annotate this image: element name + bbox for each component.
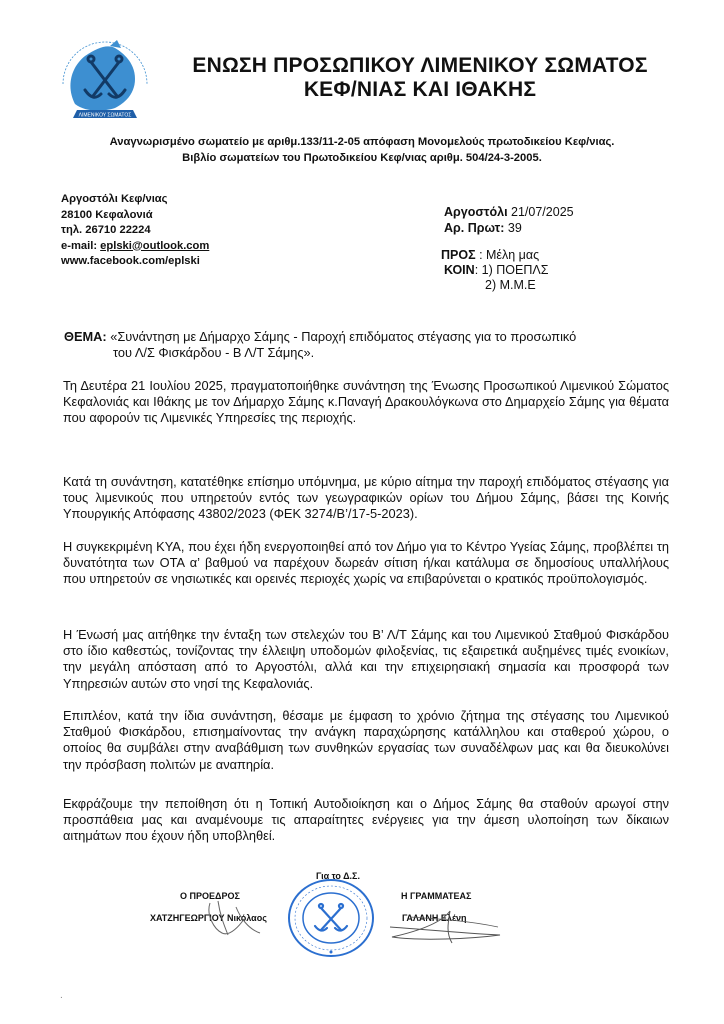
date-row bbox=[444, 204, 574, 220]
registration-line-2: Βιβλίο σωματείων του Πρωτοδικείου Κεφ/νιας αριθμ. 504/24-3-2005. bbox=[182, 152, 542, 164]
contact-phone: τηλ. 26710 22224 bbox=[61, 224, 151, 236]
subject-block bbox=[64, 329, 674, 361]
paragraph-text: Εκφράζουμε την πεποίθηση ότι η Τοπική Αυτοδιοίκηση και ο Δήμος Σάμης θα σταθούν αρωγοί στην προσπάθεια μας και αναμένουμε τις απαραίτητες ενέργειες για την άμεση υλοποίηση των δίκαιων αιτημάτων που έχουν ήδη υποβληθεί. bbox=[63, 796, 669, 844]
to-value: Μέλη μας bbox=[486, 248, 540, 262]
cc-separator: : bbox=[474, 263, 482, 277]
protocol-row bbox=[444, 220, 574, 236]
cc-item: 2) Μ.Μ.Ε bbox=[485, 278, 536, 292]
president-name: ΧΑΤΖΗΓΕΩΡΓΙΟΥ Νικόλαος bbox=[150, 913, 267, 923]
title-line-2: ΚΕΦ/ΝΙΑΣ ΚΑΙ ΙΘΑΚΗΣ bbox=[303, 78, 537, 101]
document-date: 21/07/2025 bbox=[511, 205, 574, 219]
svg-text:ΛΙΜΕΝΙΚΟΥ ΣΩΜΑΤΟΣ: ΛΙΜΕΝΙΚΟΥ ΣΩΜΑΤΟΣ bbox=[78, 112, 132, 119]
protocol-number: 39 bbox=[507, 221, 522, 235]
contact-email-row bbox=[61, 239, 209, 255]
secretary-title: Η ΓΡΑΜΜΑΤΕΑΣ bbox=[401, 891, 472, 901]
organization-title bbox=[160, 54, 680, 102]
to-label: ΠΡΟΣ bbox=[441, 248, 476, 262]
to-separator: : bbox=[475, 248, 487, 262]
official-stamp-icon bbox=[287, 878, 375, 958]
secretary-signature-icon bbox=[380, 905, 520, 945]
anchor-emblem-icon bbox=[55, 34, 155, 126]
union-logo bbox=[55, 34, 155, 126]
paragraph-text: Τη Δευτέρα 21 Ιουλίου 2025, πραγματοποιήθηκε συνάντηση της Ένωσης Προσωπικού Λιμενικού Σώματος Κεφαλονιάς και Ιθάκης με τον Δήμαρχο Σάμης κ.Παναγή Δρακουλόγκωνα στο Δημαρχείο Σάμης για θέματα που αφορούν τις Λιμενικές Υπηρεσίες της περιοχής. bbox=[63, 378, 669, 426]
paragraph-text: Κατά τη συνάντηση, κατατέθηκε επίσημο υπόμνημα, με κύριο αίτημα την παροχή επιδόματος στέγασης για τους λιμενικούς που υπηρετούν εντός των γεωγραφικών ορίων του Δήμου Σάμης, βάσει της Κοινής Υπουργικής Απόφασης 43802/2023 (ΦΕΚ 3274/Β’/17-5-2023). bbox=[63, 474, 669, 522]
cc-row-2 bbox=[441, 278, 548, 293]
recipients-block bbox=[441, 248, 548, 293]
facebook-link[interactable]: www.facebook.com/eplski bbox=[61, 255, 200, 267]
subject-line-2: του Λ/Σ Φισκάρδου - Β Λ/Τ Σάμης». bbox=[113, 345, 315, 360]
place-label: Αργοστόλι bbox=[444, 205, 508, 219]
body-paragraph-4 bbox=[63, 627, 669, 692]
body-paragraph-1 bbox=[63, 378, 669, 427]
subject-label: ΘΕΜΑ: bbox=[64, 329, 107, 344]
protocol-label: Αρ. Πρωτ: bbox=[444, 221, 505, 235]
cc-row bbox=[441, 263, 548, 278]
email-label: e-mail: bbox=[61, 239, 101, 252]
to-row bbox=[441, 248, 548, 263]
secretary-name: ΓΑΛΑΝΗ Ελένη bbox=[402, 913, 467, 923]
registration-line-1: Αναγνωρισμένο σωματείο με αριθμ.133/11-2-05 απόφαση Μονομελούς πρωτοδικείου Κεφ/νιας. bbox=[109, 136, 615, 148]
subject-line-1: «Συνάντηση με Δήμαρχο Σάμης - Παροχή επιδόματος στέγασης για το προσωπικό bbox=[106, 329, 577, 344]
reference-block bbox=[444, 204, 574, 236]
registration-info bbox=[30, 134, 694, 166]
body-paragraph-3 bbox=[63, 539, 669, 588]
paragraph-text: Επιπλέον, κατά την ίδια συνάντηση, θέσαμε με έμφαση το χρόνιο ζήτημα της στέγασης του Λιμενικού Σταθμού Φισκάρδου, επισημαίνοντας την ανάγκη παραχώρησης κατάλληλου και σταθερού χώρου, ο οποίος θα συμβάλει στην αναβάθμιση των συνθηκών εργασίας των συναδέλφων μας και θα διευκολύνει την πρόσβαση πολιτών με αναπηρία. bbox=[63, 708, 669, 772]
title-line-1: ΕΝΩΣΗ ΠΡΟΣΩΠΙΚΟΥ ΛΙΜΕΝΙΚΟΥ ΣΩΜΑΤΟΣ bbox=[192, 54, 648, 77]
paragraph-text: Η συγκεκριμένη ΚΥΑ, που έχει ήδη ενεργοποιηθεί από τον Δήμο για το Κέντρο Υγείας Σάμης, προβλέπει τη δυνατότητα των ΟΤΑ α’ βαθμού να παρέχουν δωρεάν σίτιση ή/και κατάλυμα σε δημοσίους υπαλλήλους που υπηρετούν σε νησιωτικές και ορεινές περιοχές χωρίς να επιβαρύνεται ο κρατικός προϋπολογισμός. bbox=[63, 539, 669, 587]
body-paragraph-2 bbox=[63, 474, 669, 523]
cc-item: 1) ΠΟΕΠΛΣ bbox=[481, 263, 549, 277]
body-paragraph-6 bbox=[63, 796, 669, 845]
contact-city: Αργοστόλι Κεφ/νιας bbox=[61, 193, 168, 205]
body-paragraph-5 bbox=[63, 708, 669, 773]
paragraph-text: Η Ένωσή μας αιτήθηκε την ένταξη των στελεχών του Β’ Λ/Τ Σάμης και του Λιμενικού Σταθμού Φισκάρδου στο ίδιο καθεστώς, τονίζοντας την έλλειψη υποδομών φιλοξενίας, τις εξαιρετικά αυξημένες τιμές ενοικίων, την μεγάλη απόσταση από το Αργοστόλι, αλλά και την επιχειρησιακή σημασία και προσφορά των Υπηρεσιών αυτών στο νησί της Κεφαλονιάς. bbox=[63, 627, 669, 691]
footer-mark: . bbox=[60, 990, 63, 1001]
for-board-label: Για το Δ.Σ. bbox=[316, 871, 360, 881]
president-signature-icon bbox=[200, 895, 280, 940]
president-title: Ο ΠΡΟΕΔΡΟΣ bbox=[180, 891, 240, 901]
email-link[interactable]: eplski@outlook.com bbox=[100, 239, 210, 252]
cc-label: ΚΟΙΝ bbox=[444, 263, 475, 277]
contact-postal: 28100 Κεφαλονιά bbox=[61, 208, 153, 221]
contact-block bbox=[61, 192, 209, 270]
